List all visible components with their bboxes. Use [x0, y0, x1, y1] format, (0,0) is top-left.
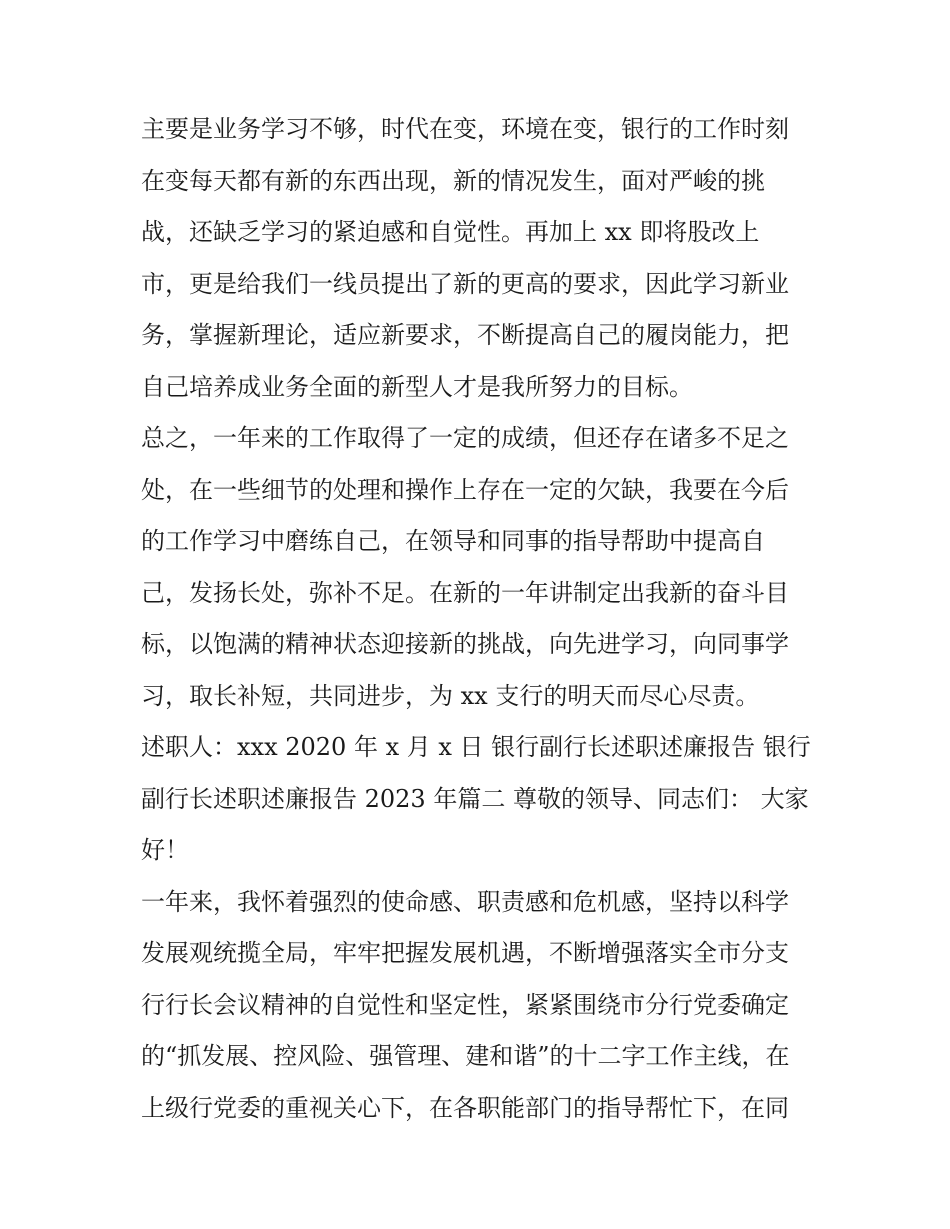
text-line: 述职人：xxx 2020 年 x 月 x 日 银行副行长述职述廉报告 银行: [141, 733, 811, 761]
text-line: 战，还缺乏学习的紧迫感和自觉性。再加上 xx 即将股改上: [141, 218, 760, 246]
text-line: 市，更是给我们一线员提出了新的更高的要求，因此学习新业: [141, 269, 789, 298]
text-line: 习，取长补短，共同进步，为 xx 支行的明天而尽心尽责。: [141, 681, 760, 710]
text-line: 处，在一些细节的处理和操作上存在一定的欠缺，我要在今后: [141, 475, 789, 504]
text-line: 主要是业务学习不够，时代在变，环境在变，银行的工作时刻: [141, 115, 789, 143]
text-line: 自己培养成业务全面的新型人才是我所努力的目标。: [141, 372, 693, 401]
text-line: 的工作学习中磨练自己，在领导和同事的指导帮助中提高自: [141, 527, 765, 555]
text-line: 上级行党委的重视关心下，在各职能部门的指导帮忙下，在同: [141, 1093, 789, 1122]
text-line: 在变每天都有新的东西出现，新的情况发生，面对严峻的挑: [141, 166, 765, 195]
text-line: 行行长会议精神的自觉性和坚定性，紧紧围绕市分行党委确定: [141, 990, 789, 1019]
text-line: 一年来，我怀着强烈的使命感、职责感和危机感，坚持以科学: [141, 887, 789, 916]
text-line: 发展观统揽全局，牢牢把握发展机遇，不断增强落实全市分支: [141, 939, 789, 967]
text-line: 己，发扬长处，弥补不足。在新的一年讲制定出我新的奋斗目: [141, 578, 789, 607]
text-line: 的“抓发展、控风险、强管理、建和谐”的十二字工作主线，在: [141, 1042, 790, 1070]
text-line: 好！: [141, 836, 189, 864]
text-line: 标，以饱满的精神状态迎接新的挑战，向先进学习，向同事学: [141, 630, 789, 658]
text-line: 务，掌握新理论，适应新要求，不断提高自己的履岗能力，把: [141, 321, 789, 349]
document-body: [141, 104, 821, 1134]
text-line: 副行长述职述廉报告 2023 年篇二 尊敬的领导、同志们： 大家: [141, 784, 809, 813]
text-line: 总之，一年来的工作取得了一定的成绩，但还存在诸多不足之: [141, 424, 789, 452]
